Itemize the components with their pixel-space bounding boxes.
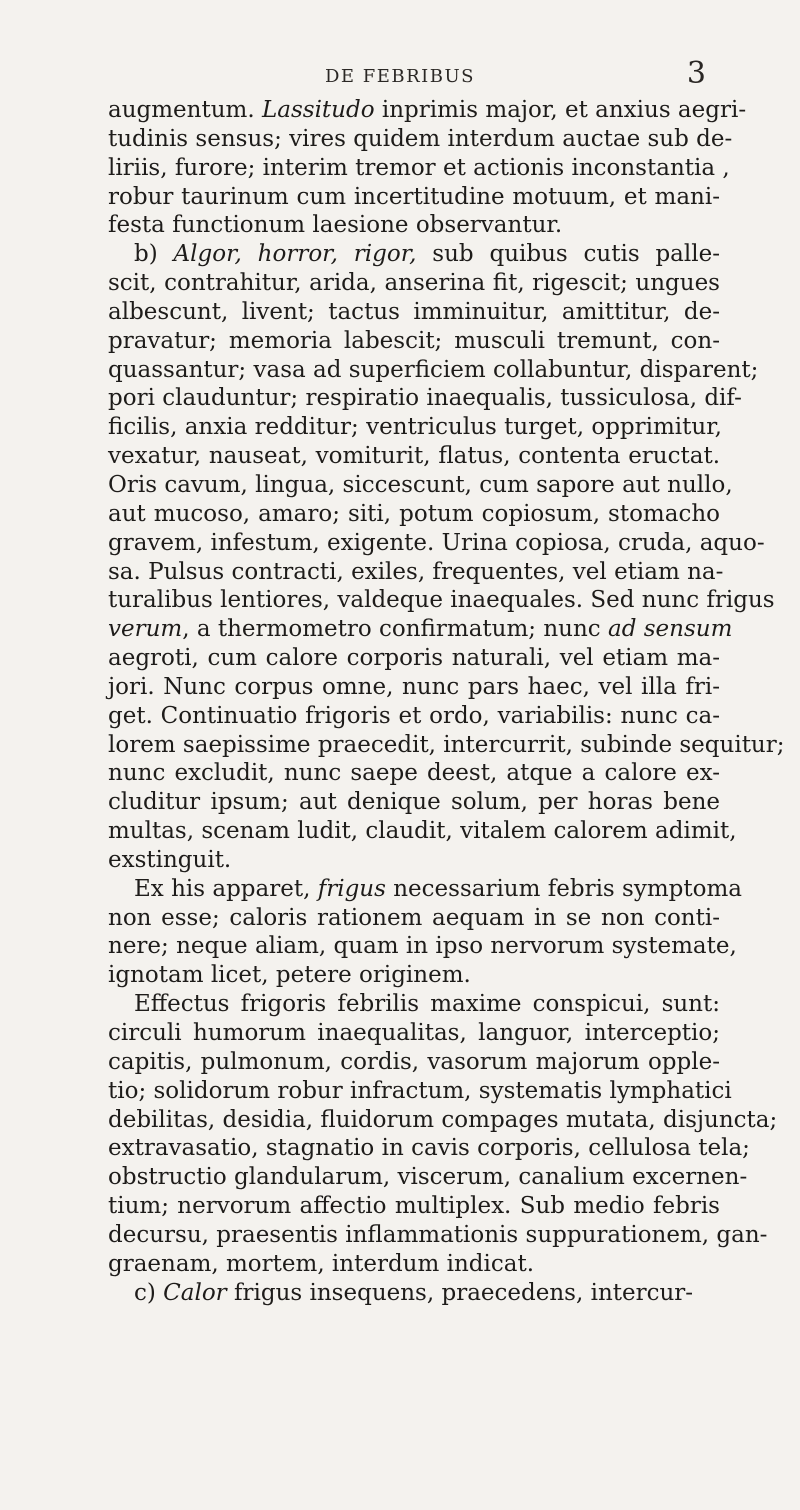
- paragraph: [108, 240, 785, 875]
- text-line: [108, 1077, 732, 1106]
- text-segment: extravasatio, stagnatio in cavis corporis, cellulosa tela;: [108, 1135, 750, 1162]
- text-segment: Oris cavum, lingua, siccescunt, cum sapore aut nullo,: [108, 471, 733, 498]
- text-line: [108, 1019, 720, 1048]
- paragraph: [108, 875, 742, 990]
- text-segment: pravatur; memoria labescit; musculi tremunt, con-: [108, 327, 720, 354]
- text-segment: pori clauduntur; respiratio inaequalis, tussiculosa, dif-: [108, 385, 742, 412]
- text-segment: c): [134, 1279, 164, 1306]
- text-line: [108, 788, 720, 817]
- text-segment: nunc excludit, nunc saepe deest, atque a calore ex-: [108, 760, 720, 787]
- text-line: [108, 702, 720, 731]
- text-segment: exstinguit.: [108, 846, 232, 873]
- text-segment: necessarium febris symptoma: [385, 875, 742, 902]
- text-line: [108, 558, 724, 587]
- text-line: [108, 529, 765, 558]
- text-line: [108, 932, 737, 961]
- text-line: [108, 211, 720, 240]
- text-segment: capitis, pulmonum, cordis, vasorum majorum opple-: [108, 1048, 720, 1075]
- text-line: [108, 817, 737, 846]
- text-segment: Effectus frigoris febrilis maxime conspicui, sunt:: [134, 991, 720, 1018]
- italic-text: frigus: [317, 875, 386, 902]
- text-line: [108, 269, 720, 298]
- text-line: [108, 500, 720, 529]
- text-line: [108, 961, 720, 990]
- text-line: [108, 384, 742, 413]
- text-line: [108, 413, 720, 442]
- text-segment: lorem saepissime praecedit, intercurrit, subinde sequitur;: [108, 731, 785, 758]
- text-line: [108, 759, 720, 788]
- paragraph: [108, 96, 747, 240]
- text-segment: tudinis sensus; vires quidem interdum auctae sub de-: [108, 125, 733, 152]
- text-line: [108, 1192, 720, 1221]
- text-segment: , a thermometro confirmatum; nunc: [182, 616, 608, 643]
- text-line: [108, 1134, 750, 1163]
- text-segment: quassantur; vasa ad superficiem collabuntur, disparent;: [108, 356, 759, 383]
- text-line: [108, 731, 785, 760]
- text-segment: robur taurinum cum incertitudine motuum, et mani-: [108, 183, 720, 210]
- running-title: DE FEBRIBUS: [324, 66, 476, 87]
- text-segment: sub quibus cutis palle-: [416, 241, 720, 268]
- text-segment: nere; neque aliam, quam in ipso nervorum systemate,: [108, 933, 737, 960]
- text-line: [108, 846, 720, 875]
- italic-text: Algor, horror, rigor,: [173, 241, 417, 268]
- text-segment: multas, scenam ludit, claudit, vitalem calorem adimit,: [108, 818, 737, 845]
- page-number: 3: [686, 56, 706, 91]
- italic-text: Calor: [163, 1279, 227, 1306]
- text-line: [108, 1279, 720, 1308]
- text-segment: jori. Nunc corpus omne, nunc pars haec, vel illa fri-: [108, 673, 720, 700]
- text-segment: aegroti, cum calore corporis naturali, vel etiam ma-: [108, 645, 720, 672]
- text-line: [108, 327, 720, 356]
- text-segment: tio; solidorum robur infractum, systematis lymphatici: [108, 1077, 732, 1104]
- text-segment: scit, contrahitur, arida, anserina fit, rigescit; ungues: [108, 270, 720, 297]
- italic-text: Lassitudo: [261, 97, 375, 123]
- text-segment: non esse; caloris rationem aequam in se non conti-: [108, 904, 720, 931]
- text-segment: frigus insequens, praecedens, intercur-: [226, 1279, 694, 1306]
- text-line: [108, 644, 720, 673]
- text-segment: aut mucoso, amaro; siti, potum copiosum, stomacho: [108, 500, 720, 527]
- text-segment: sa. Pulsus contracti, exiles, frequentes, vel etiam na-: [108, 558, 724, 585]
- paragraph: [108, 990, 778, 1278]
- text-segment: cluditur ipsum; aut denique solum, per horas bene: [108, 789, 720, 816]
- text-segment: circuli humorum inaequalitas, languor, interceptio;: [108, 1020, 720, 1046]
- text-line: [108, 615, 733, 644]
- text-line: [108, 356, 759, 385]
- italic-text: ad sensum: [607, 616, 733, 643]
- paragraph: [108, 1279, 720, 1308]
- text-segment: tium; nervorum affectio multiplex. Sub medio febris: [108, 1193, 720, 1220]
- text-segment: ignotam licet, petere originem.: [108, 962, 471, 989]
- text-segment: ficilis, anxia redditur; ventriculus turget, opprimitur,: [108, 414, 722, 441]
- text-line: [108, 298, 720, 327]
- text-line: [108, 154, 730, 183]
- running-head: [0, 56, 800, 94]
- text-line: [108, 442, 720, 471]
- text-line: [108, 125, 733, 154]
- text-segment: b): [134, 241, 174, 268]
- text-line: [108, 875, 742, 904]
- text-segment: turalibus lentiores, valdeque inaequales. Sed nunc frigus: [108, 587, 775, 614]
- text-segment: inprimis major, et anxius aegri-: [374, 97, 747, 123]
- italic-text: verum: [108, 616, 183, 643]
- text-segment: gravem, infestum, exigente. Urina copiosa, cruda, aquo-: [108, 529, 765, 556]
- text-line: [108, 183, 720, 212]
- text-line: [108, 673, 720, 702]
- text-line: [108, 1221, 768, 1250]
- text-segment: festa functionum laesione observantur.: [108, 212, 563, 239]
- text-segment: augmentum.: [108, 97, 262, 123]
- text-segment: get. Continuatio frigoris et ordo, variabilis: nunc ca-: [108, 702, 720, 729]
- text-line: [108, 586, 775, 615]
- text-line: [108, 1250, 720, 1279]
- text-segment: liriis, furore; interim tremor et actionis inconstantia ,: [108, 154, 730, 181]
- body-text: [108, 96, 785, 1307]
- text-segment: Ex his apparet,: [134, 875, 318, 902]
- text-line: [108, 240, 720, 269]
- text-line: [108, 1048, 720, 1077]
- text-segment: albescunt, livent; tactus imminuitur, amittitur, de-: [108, 298, 720, 325]
- text-line: [108, 1163, 748, 1192]
- text-line: [108, 1106, 778, 1135]
- text-line: [108, 96, 747, 125]
- text-line: [108, 471, 733, 500]
- text-segment: vexatur, nauseat, vomiturit, flatus, contenta eructat.: [108, 443, 720, 470]
- text-segment: debilitas, desidia, fluidorum compages mutata, disjuncta;: [108, 1106, 778, 1133]
- text-segment: obstructio glandularum, viscerum, canalium excernen-: [108, 1164, 748, 1191]
- text-segment: decursu, praesentis inflammationis suppurationem, gan-: [108, 1221, 768, 1248]
- text-segment: graenam, mortem, interdum indicat.: [108, 1250, 535, 1277]
- text-line: [108, 904, 720, 933]
- text-line: [108, 990, 720, 1019]
